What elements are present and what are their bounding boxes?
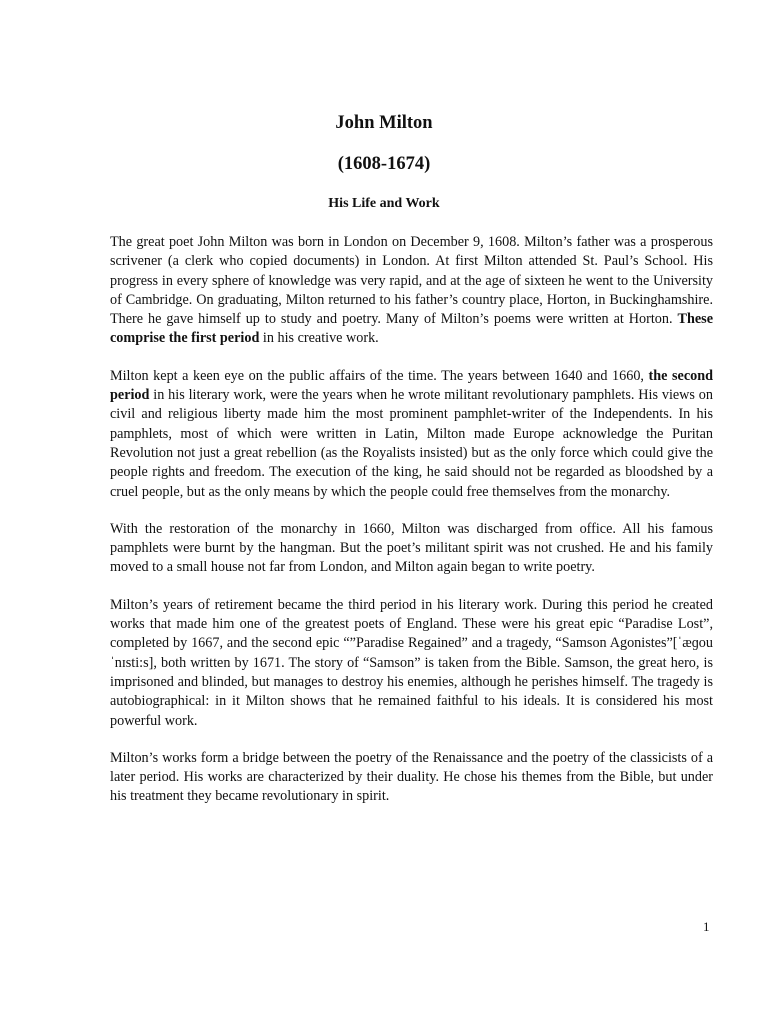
paragraph-5 — [110, 749, 713, 807]
page-title: John Milton — [335, 113, 433, 133]
paragraph-text: in his creative work. — [259, 330, 379, 347]
paragraph-2 — [110, 367, 713, 502]
paragraph-text: in his literary work, were the years when he wrote militant revolutionary pamphlets. His views on civil and religious liberty made him the most prominent pamphlet-writer of the Independents. In his pamphlets, most of which were written in Latin, Milton made Europe acknowledge the Puritan Revolution not just a great rebellion (as the Royalists insisted) but as the only force which could give the people rights and freedom. The execution of the king, he said should not be regarded as bloodshed by a cruel people, but as the only means by which the people could free themselves from the monarchy. — [110, 387, 713, 500]
paragraph-text: The great poet John Milton was born in London on December 9, 1608. Milton’s father was a prosperous scrivener (a clerk who copied documents) in London. At first Milton attended St. Paul’s School. His progress in every sphere of knowledge was very rapid, and at the age of sixteen he went to the University of Cambridge. On graduating, Milton returned to his father’s country place, Horton, in Buckinghamshire. There he gave himself up to study and poetry. Many of Milton’s poems were written at Horton. — [110, 234, 713, 328]
paragraph-1 — [110, 233, 713, 349]
paragraph-3 — [110, 520, 713, 578]
paragraph-text: Milton’s works form a bridge between the poetry of the Renaissance and the poetry of the classicists of a later period. His works are characterized by their duality. He chose his themes from the Bible, but under his treatment they became revolutionary in spirit. — [110, 749, 713, 805]
page-number: 1 — [703, 919, 710, 934]
page-dates: (1608-1674) — [337, 154, 431, 174]
paragraph-bold-text: These comprise the first period — [110, 311, 713, 347]
page-subtitle: His Life and Work — [328, 196, 440, 211]
paragraph-4 — [110, 596, 713, 731]
paragraph-text: Milton’s years of retirement became the third period in his literary work. During this period he created works that made him one of the greatest poets of England. These were his great epic “Paradise Lost”, completed by 1667, and the second epic “”Paradise Regained” and a tragedy, “Samson Agonistes”[ˈæɡouˈnɪsti:s], both written by 1671. The story of “Samson” is taken from the Bible. Samson, the great hero, is imprisoned and blinded, but manages to destroy his enemies, although he perishes himself. The tragedy is autobiographical: in it Milton shows that he remained faithful to his ideals. It is considered his most powerful work. — [110, 596, 713, 729]
paragraph-text: With the restoration of the monarchy in 1660, Milton was discharged from office. All his famous pamphlets were burnt by the hangman. But the poet’s militant spirit was not crushed. He and his family moved to a small house not far from London, and Milton again began to write poetry. — [110, 520, 713, 576]
paragraph-text: Milton kept a keen eye on the public affairs of the time. The years between 1640 and 1660, — [110, 367, 649, 384]
document-body — [110, 233, 713, 825]
paragraph-bold-text: the second period — [110, 367, 713, 404]
